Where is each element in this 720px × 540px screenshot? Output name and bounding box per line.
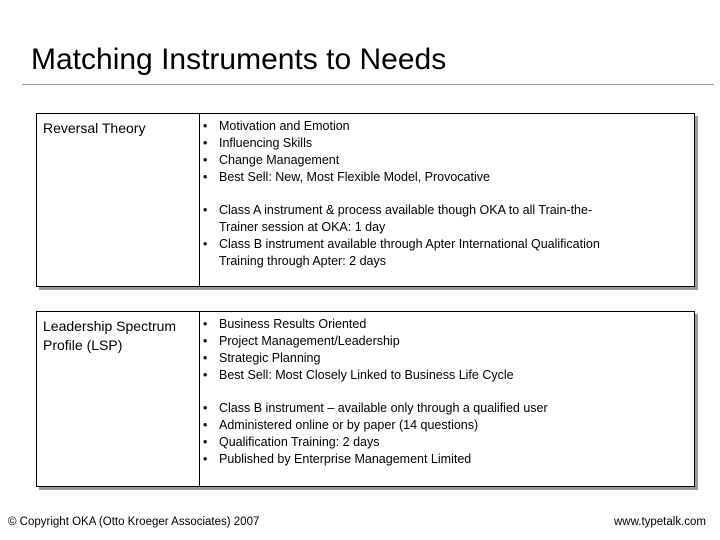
slide-title: Matching Instruments to Needs [31,43,447,76]
bullet-icon: • [203,418,208,432]
bullet-icon: • [203,237,208,251]
bullet-icon: • [203,119,208,133]
bullet-icon: • [203,203,208,217]
bullet-icon: • [203,170,208,184]
website-link[interactable]: www.typetalk.com [613,516,706,528]
features-list [203,118,683,186]
copyright-text: © Copyright OKA (Otto Kroeger Associates) 2007 [8,516,260,528]
availability-list [203,400,683,468]
list-item: • Qualification Training: 2 days [203,435,380,449]
bullet-icon: • [203,351,208,365]
instrument-box-reversal-theory [36,113,695,287]
list-item: • Best Sell: New, Most Flexible Model, Provocative [203,170,490,184]
instrument-label: Reversal Theory [43,120,146,136]
list-item: • Class A instrument & process available though OKA to all Train-the-Trainer session at OKA: 1 day [203,203,593,234]
bullet-icon: • [203,452,208,466]
list-item: • Class B instrument – available only through a qualified user [203,401,548,415]
bullet-icon: • [203,368,208,382]
list-item: • Motivation and Emotion [203,119,350,133]
features-list [203,316,683,384]
list-item: • Change Management [203,153,340,167]
bullet-icon: • [203,334,208,348]
list-item: • Business Results Oriented [203,317,367,331]
bullet-icon: • [203,401,208,415]
bullet-icon: • [203,153,208,167]
list-item: • Class B instrument available through Apter International Qualification Training through Apter: 2 days [203,237,600,268]
instrument-label: Leadership Spectrum Profile (LSP) [43,318,177,353]
list-item: • Best Sell: Most Closely Linked to Business Life Cycle [203,368,514,382]
instrument-box-lsp [36,311,695,487]
list-item: • Strategic Planning [203,351,321,365]
bullet-icon: • [203,136,208,150]
column-divider [199,114,200,286]
list-item: • Project Management/Leadership [203,334,400,348]
title-rule [22,84,714,85]
list-item: • Influencing Skills [203,136,313,150]
bullet-icon: • [203,435,208,449]
bullet-icon: • [203,317,208,331]
list-item: • Administered online or by paper (14 questions) [203,418,479,432]
availability-list [203,202,603,270]
list-item: • Published by Enterprise Management Limited [203,452,472,466]
column-divider [199,312,200,486]
